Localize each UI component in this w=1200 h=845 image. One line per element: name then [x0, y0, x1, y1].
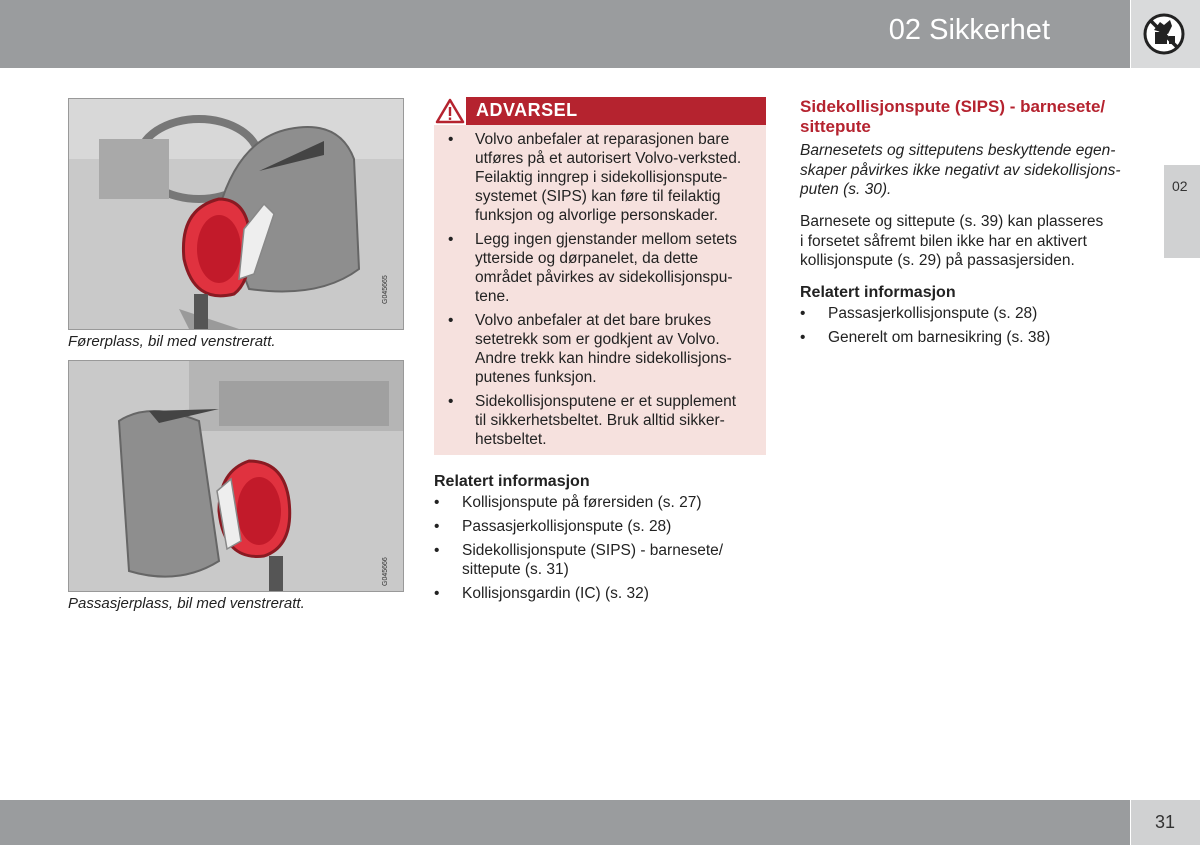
line: Sidekollisjonspute (SIPS) - barnesete/: [800, 97, 1106, 116]
line: ytterside og dørpanelet, da dette: [475, 250, 699, 267]
line: Generelt om barnesikring (s. 38): [828, 329, 1051, 346]
line: utføres på et autorisert Volvo-verksted.: [475, 150, 742, 167]
bullet: •: [448, 312, 454, 329]
bullet: •: [434, 494, 440, 511]
related-link[interactable]: [800, 304, 1130, 323]
line: til sikkerhetsbeltet. Bruk alltid sikker-: [475, 412, 725, 429]
line: Kollisjonspute på førersiden (s. 27): [462, 494, 702, 511]
figure-passenger-seat-photo: [68, 360, 404, 592]
line: puten (s. 30).: [800, 181, 892, 198]
line: området påvirkes av sidekollisjonspu-: [475, 269, 733, 286]
line: Sidekollisjonspute (SIPS) - barnesete/: [462, 542, 724, 559]
header-bar: [0, 0, 1130, 68]
line: systemet (SIPS) kan føre til feilaktig: [475, 188, 721, 205]
warning-list: [448, 130, 760, 454]
section-body: [800, 212, 1130, 271]
line: putenes funksjon.: [475, 369, 597, 386]
footer-bar: [0, 800, 1130, 845]
bullet: •: [800, 329, 806, 346]
line: funksjon og alvorlige personskader.: [475, 207, 718, 224]
airbag-warning-icon: [1142, 12, 1186, 56]
related-link[interactable]: [434, 493, 766, 512]
figure-code: G045666: [382, 557, 389, 586]
list-item: [448, 130, 760, 225]
line: i forsetet såfremt bilen ikke har en aktivert: [800, 232, 1087, 250]
chapter-side-tab-label: 02: [1172, 178, 1188, 194]
related-info-list: [434, 493, 766, 608]
line: Passasjerkollisjonspute (s. 28): [828, 305, 1038, 322]
line: Passasjerkollisjonspute (s. 28): [462, 518, 672, 535]
related-link[interactable]: [434, 517, 766, 536]
line: kollisjonspute (s. 29) på passasjersiden.: [800, 252, 1075, 269]
line: Feilaktig inngrep i sidekollisjonspute-: [475, 169, 728, 186]
line: sittepute (s. 31): [462, 561, 569, 578]
chapter-title: 02 Sikkerhet: [888, 14, 1050, 46]
line: hetsbeltet.: [475, 431, 547, 448]
related-info-heading: Relatert informasjon: [800, 284, 956, 301]
bullet: •: [434, 542, 440, 559]
line: Barnesetets og sitteputens beskyttende egen-: [800, 142, 1116, 159]
line: Andre trekk kan hindre sidekollisjons-: [475, 350, 732, 367]
related-link[interactable]: [434, 541, 766, 579]
related-link[interactable]: [800, 328, 1130, 347]
warning-header: [434, 97, 766, 125]
section-intro: [800, 141, 1140, 200]
bullet: •: [800, 305, 806, 322]
warning-box: [434, 97, 766, 455]
figure-code: G045665: [382, 275, 389, 304]
bullet: •: [448, 131, 454, 148]
line: Volvo anbefaler at det bare brukes: [475, 312, 712, 329]
list-item: [448, 230, 760, 306]
bullet: •: [434, 585, 440, 602]
section-title: [800, 97, 1145, 137]
figure-driver-seat-photo: [68, 98, 404, 330]
figure-caption: Passasjerplass, bil med venstreratt.: [68, 595, 305, 612]
warning-title: ADVARSEL: [476, 100, 578, 120]
line: Sidekollisjonsputene er et supplement: [475, 393, 737, 410]
list-item: [448, 311, 760, 387]
related-link[interactable]: [434, 584, 766, 603]
related-info-heading: Relatert informasjon: [434, 473, 590, 490]
related-info-list: [800, 304, 1130, 352]
figure-caption: Førerplass, bil med venstreratt.: [68, 333, 276, 350]
list-item: [448, 392, 760, 449]
bullet: •: [448, 231, 454, 248]
page-number: 31: [1155, 812, 1176, 832]
line: Legg ingen gjenstander mellom setets: [475, 231, 737, 248]
line: setetrekk som er godkjent av Volvo.: [475, 331, 720, 348]
line: Barnesete og sittepute (s. 39) kan plasseres: [800, 213, 1104, 230]
line: Volvo anbefaler at reparasjonen bare: [475, 131, 730, 148]
line: tene.: [475, 288, 510, 305]
warning-triangle-icon: [434, 97, 466, 125]
line: sittepute: [800, 117, 871, 136]
bullet: •: [448, 393, 454, 410]
bullet: •: [434, 518, 440, 535]
line: Kollisjonsgardin (IC) (s. 32): [462, 585, 649, 602]
line: skaper påvirkes ikke negativt av sidekollisjons-: [800, 161, 1121, 179]
